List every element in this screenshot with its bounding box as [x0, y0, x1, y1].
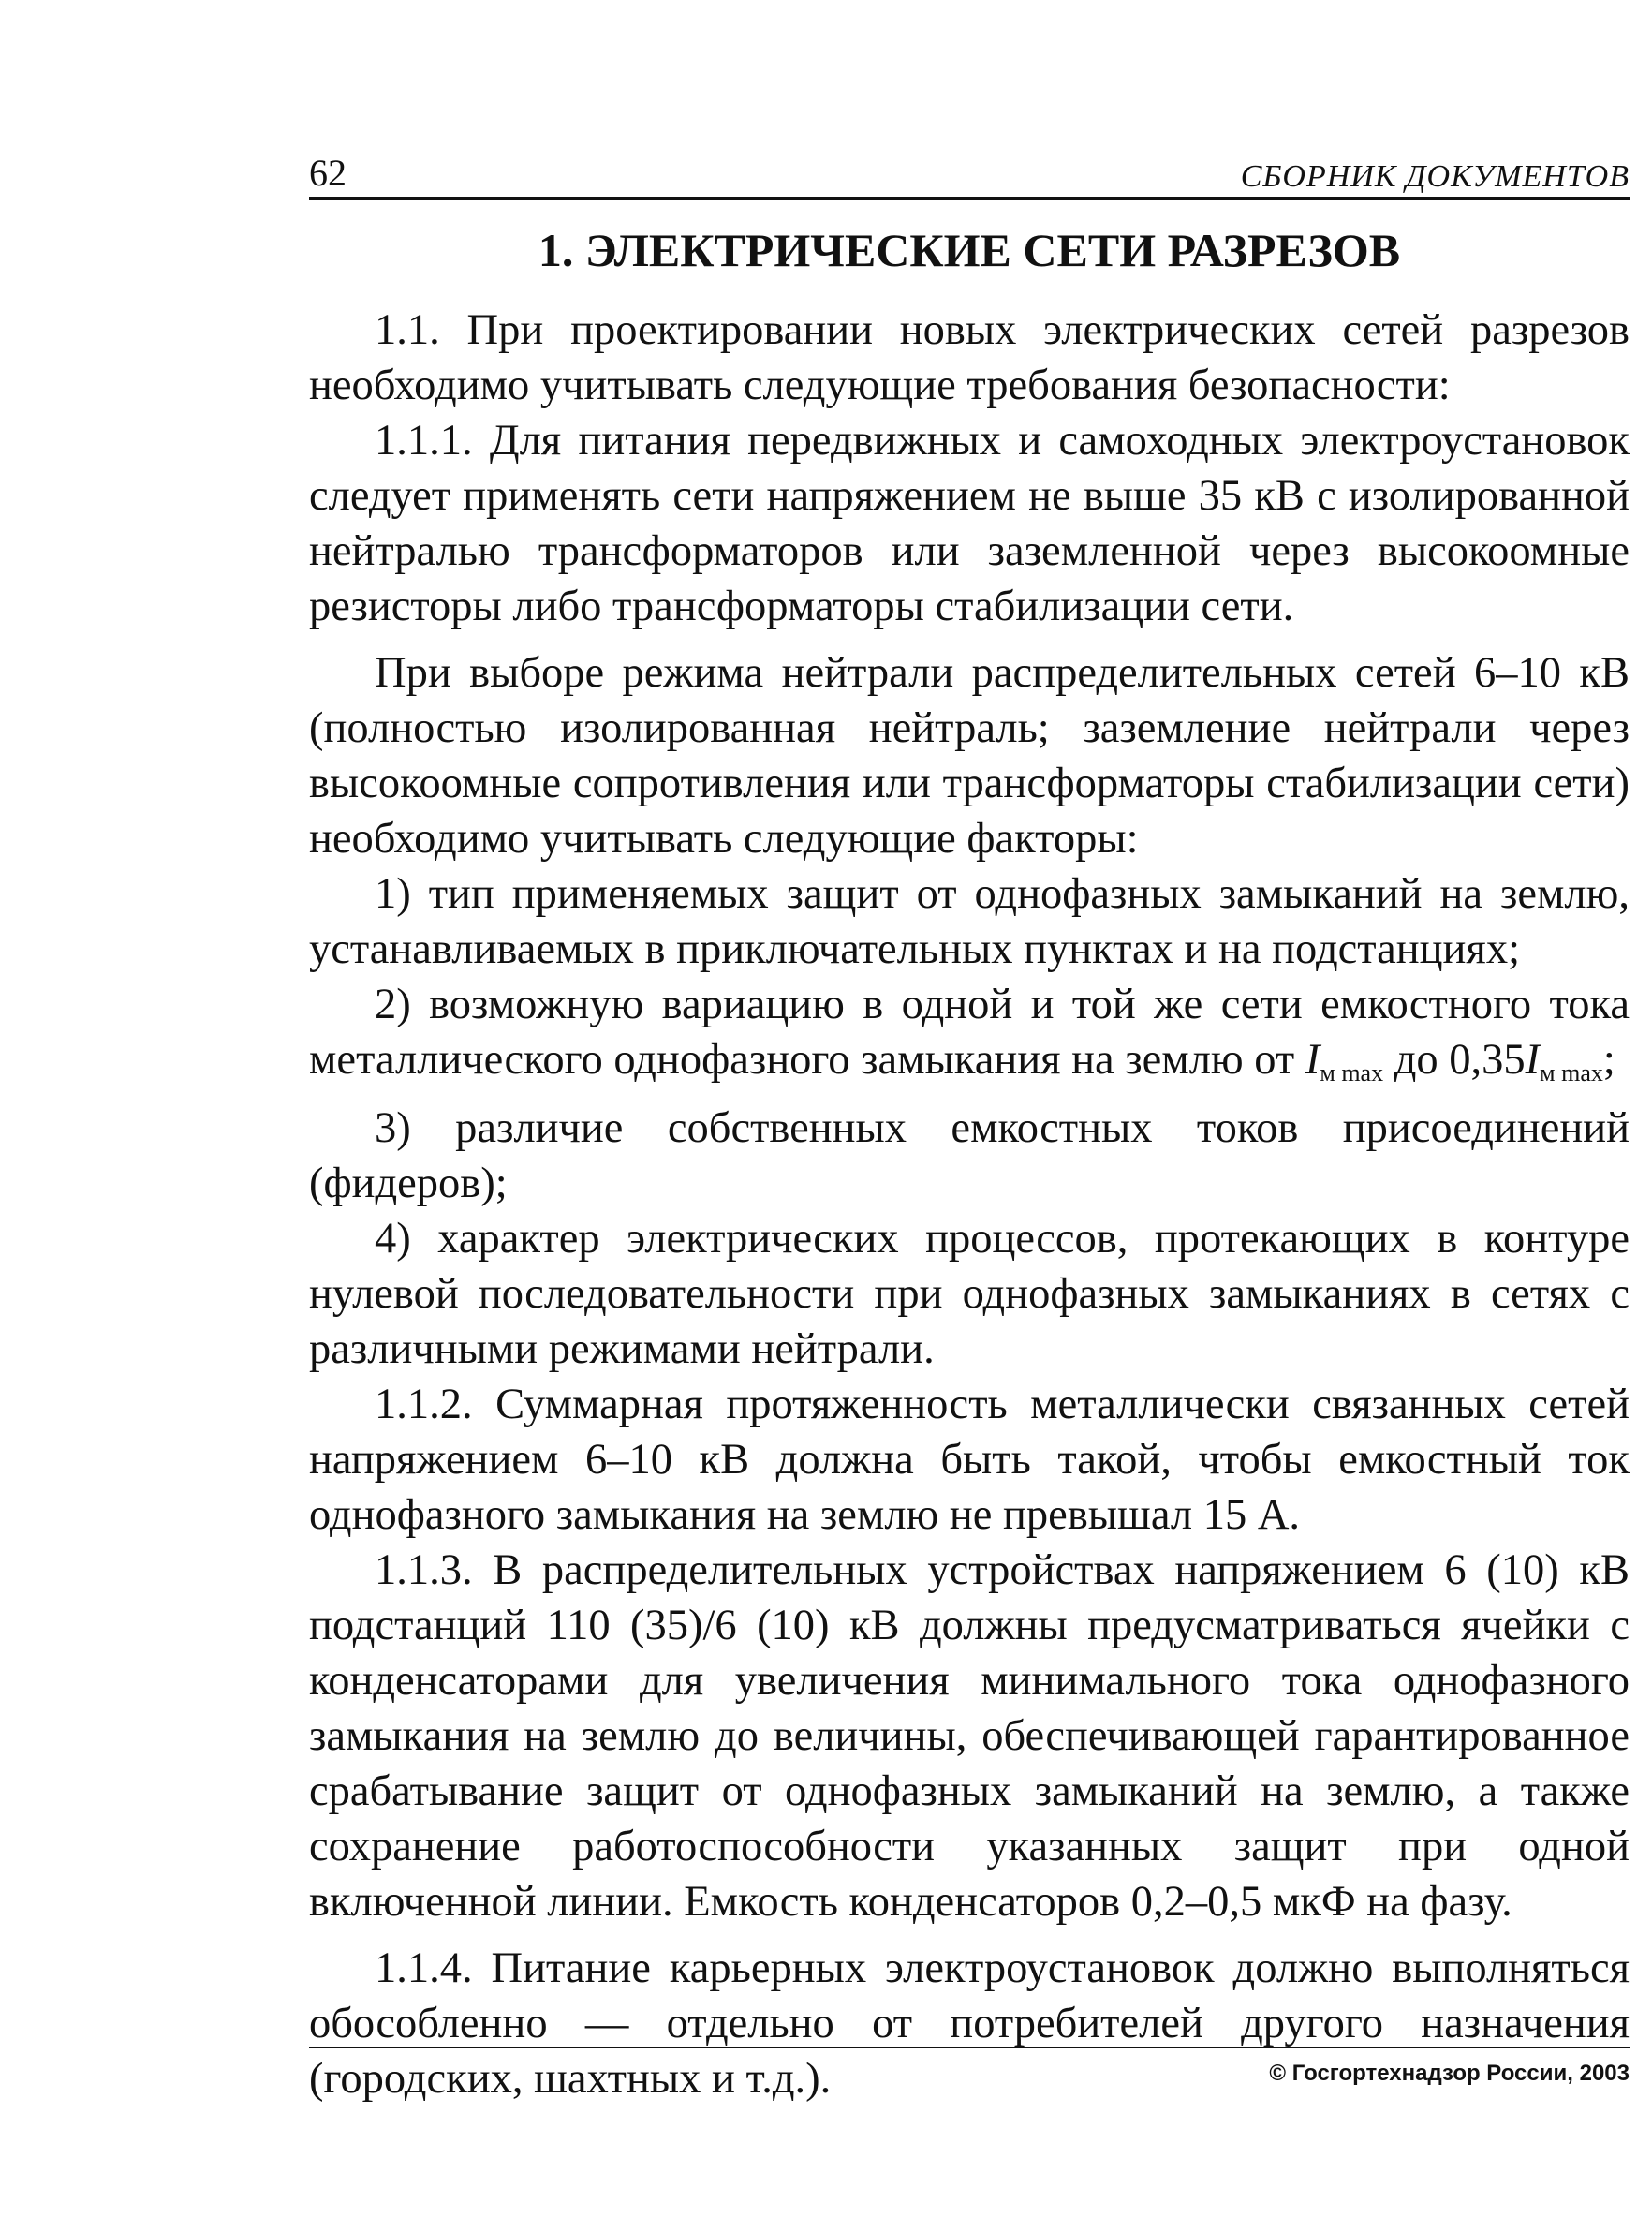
section-title: 1. ЭЛЕКТРИЧЕСКИЕ СЕТИ РАЗРЕЗОВ: [538, 224, 1401, 276]
list-item-3: 3) различие собственных емкостных токов присоединений (фидеров);: [309, 1103, 1630, 1207]
paragraph-1-1-2: 1.1.2. Суммарная протяженность металлически связанных сетей напряжением 6–10 кВ должна быть такой, чтобы емкостный ток однофазного замыкания на землю не превышал 15 А.: [309, 1380, 1630, 1539]
paragraph-1-1-3: 1.1.3. В распределительных устройствах напряжением 6 (10) кВ подстанций 110 (35)/6 (10) кВ должны предусматриваться ячейки с конденсаторами для увеличения минимального тока однофазного замыкания на землю до величины, обеспечивающей гарантированное срабатывание защит от однофазных замыканий на землю, а также сохранение работоспособности указанных защит при одной включенной линии. Емкость конденсаторов 0,2–0,5 мкФ на фазу.: [309, 1545, 1630, 1926]
current-subscript-2: м max: [1540, 1058, 1603, 1086]
paragraph-1-1-1: 1.1.1. Для питания передвижных и самоходных электроустановок следует применять сети напряжением не выше 35 кВ с изолированной нейтралью трансформаторов или заземленной через высокоомные резисторы либо трансформаторы стабилизации сети.: [309, 416, 1630, 630]
page-number: 62: [309, 152, 347, 194]
document-page: [309, 140, 1630, 2106]
paragraph-1-1: 1.1. При проектировании новых электрических сетей разрезов необходимо учитывать следующие требования безопасности:: [309, 305, 1630, 409]
footer-rule: [309, 2047, 1630, 2048]
paragraph-1-1-4: 1.1.4. Питание карьерных электроустановок должно выполняться обособленно — отдельно от потребителей другого назначения (городских, шахтных и т.д.).: [309, 1944, 1630, 2103]
list-item-4: 4) характер электрических процессов, протекающих в контуре нулевой последовательности при однофазных замыканиях в сетях с различными режимами нейтрали.: [309, 1214, 1630, 1373]
list-item-1: 1) тип применяемых защит от однофазных замыканий на землю, устанавливаемых в приключательных пунктах и на подстанциях;: [309, 869, 1630, 973]
copyright-notice: © Госгортехнадзор России, 2003: [1269, 2061, 1630, 2086]
running-header: [309, 140, 1630, 200]
current-symbol: I: [1305, 1035, 1320, 1084]
current-symbol-2: I: [1525, 1035, 1541, 1084]
book-title: СБОРНИК ДОКУМЕНТОВ: [1240, 159, 1630, 194]
paragraph-neutral-mode: При выборе режима нейтрали распределительных сетей 6–10 кВ (полностью изолированная нейтраль; заземление нейтрали через высокоомные сопротивления или трансформаторы стабилизации сети) необходимо учитывать следующие факторы:: [309, 648, 1630, 863]
list-item-2-end: ;: [1602, 1035, 1615, 1084]
body-text: [309, 303, 1630, 2106]
list-item-2-mid: до 0,35: [1394, 1035, 1526, 1084]
current-subscript: м max: [1320, 1058, 1384, 1086]
list-item-2: [309, 977, 1630, 1101]
list-item-2-text: 2) возможную вариацию в одной и той же сети емкостного тока металлического однофазного замыкания на землю от: [309, 980, 1630, 1084]
